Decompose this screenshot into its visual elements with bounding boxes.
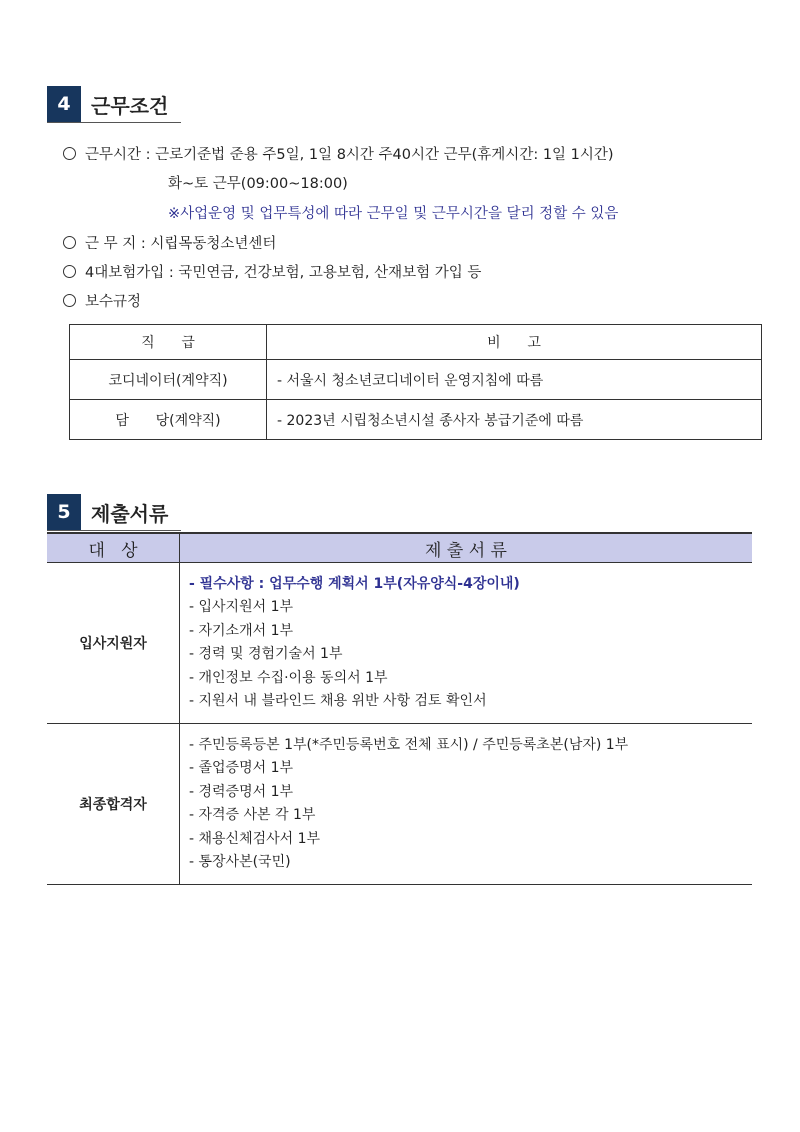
grade-cell: 코디네이터(계약직) [70,360,267,400]
section-4-header [47,86,176,122]
finalist-label: 최종합격자 [47,724,180,885]
finalist-documents [180,724,753,885]
column-header-target: 대 상 [47,533,180,563]
circle-bullet-icon [63,236,76,249]
list-item: - 입사지원서 1부 [189,599,294,615]
workplace-text: 근 무 지 : 시립목동청소년센터 [85,236,277,252]
section-5-header [47,494,176,530]
section-underline [47,122,181,123]
grade-cell: 담 당(계약직) [70,400,267,440]
pay-table [69,324,762,440]
circle-bullet-icon [63,294,76,307]
section-title: 근무조건 [91,93,169,118]
work-days-text: 화~토 근무(09:00~18:00) [168,176,348,192]
list-item: - 지원서 내 블라인드 채용 위반 사항 검토 확인서 [189,693,487,709]
work-hours-note: ※사업운영 및 업무특성에 따라 근무일 및 근무시간을 달리 정할 수 있음 [168,206,619,222]
applicant-label: 입사지원자 [47,563,180,724]
table-header-row [70,325,762,360]
section-number-badge: 5 [47,494,81,530]
circle-bullet-icon [63,147,76,160]
pay-rule-text: 보수규정 [85,294,142,310]
list-item: - 자격증 사본 각 1부 [189,807,316,823]
list-item: - 경력 및 경험기술서 1부 [189,646,343,662]
pay-rule-item [63,290,141,311]
table-row [70,400,762,440]
table-header-row [47,533,752,563]
list-item: - 졸업증명서 1부 [189,760,294,776]
section-underline [47,530,181,531]
documents-table [47,532,752,885]
table-row [47,563,752,724]
note-cell: - 2023년 시립청소년시설 종사자 봉급기준에 따름 [267,400,762,440]
work-hours-text: 근무시간 : 근로기준법 준용 주5일, 1일 8시간 주40시간 근무(휴게시간: 1일 1시간) [85,147,614,163]
table-row [47,724,752,885]
list-item: - 주민등록등본 1부(*주민등록번호 전체 표시) / 주민등록초본(남자) 1부 [189,736,629,753]
list-item: - 경력증명서 1부 [189,783,294,800]
section-title: 제출서류 [91,501,169,526]
circle-bullet-icon [63,265,76,278]
column-header-grade: 직 급 [70,325,267,360]
column-header-documents: 제 출 서 류 [180,533,753,563]
workplace-item [63,232,276,253]
list-item: - 통장사본(국민) [189,854,291,870]
list-item: - 자기소개서 1부 [189,622,294,639]
insurance-item [63,261,481,282]
applicant-documents [180,563,753,724]
table-row [70,360,762,400]
list-item: - 채용신체검사서 1부 [189,830,321,847]
column-header-note: 비 고 [267,325,762,360]
list-item: - 필수사항 : 업무수행 계획서 1부(자유양식-4장이내) [189,575,520,592]
list-item: - 개인정보 수집·이용 동의서 1부 [189,669,388,686]
note-cell: - 서울시 청소년코디네이터 운영지침에 따름 [267,360,762,400]
work-hours-item [63,143,614,164]
insurance-text: 4대보험가입 : 국민연금, 건강보험, 고용보험, 산재보험 가입 등 [85,265,482,281]
section-number-badge: 4 [47,86,81,122]
